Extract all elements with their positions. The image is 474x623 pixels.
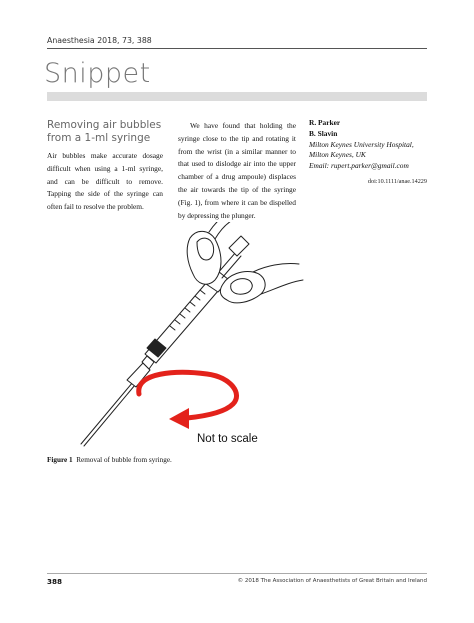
syringe-barrel	[145, 267, 229, 363]
figure-caption	[47, 456, 172, 464]
section-title: Snippet	[44, 58, 151, 89]
affiliation-line-1: Milton Keynes University Hospital,	[309, 139, 414, 149]
doi[interactable]: doi:10.1111/anae.14229	[367, 178, 427, 185]
rotation-arrow	[139, 372, 237, 429]
needle	[81, 382, 135, 446]
journal-info: Anaesthesia 2018, 73, 388	[47, 36, 152, 45]
section-bar	[47, 92, 427, 101]
page-number: 388	[47, 577, 63, 586]
author-block	[309, 118, 427, 172]
copyright-notice: © 2018 The Association of Anaesthetists of Great Britain and Ireland	[237, 578, 427, 584]
figure-annotation: Not to scale	[197, 433, 258, 445]
article-paragraph-1: Air bubbles make accurate dosage difficult when using a 1-ml syringe, and can be difficult to remove. Tapping the side of the syringe can often fail to resolve the problem.	[47, 151, 163, 212]
figure-caption-label: Figure 1	[47, 456, 73, 464]
author-name-1: R. Parker	[309, 118, 341, 127]
article-paragraph-2: We have found that holding the syringe close to the tip and rotating it from the wrist (in a similar manner to that used to dislodge air into the upper chamber of a drug ampoule) displaces the air towards the tip of the syringe (Fig. 1), from where it can be dispelled by depressing the plunger.	[178, 121, 296, 220]
header-rule	[47, 48, 427, 49]
finger-lower	[220, 263, 303, 302]
footer-rule	[47, 573, 427, 574]
author-email[interactable]: Email: rupert.parker@gmail.com	[309, 161, 409, 171]
article-title: Removing air bubbles from a 1-ml syringe	[47, 119, 162, 144]
syringe-figure	[47, 222, 427, 452]
figure-caption-text: Removal of bubble from syringe.	[76, 456, 172, 464]
author-name-2: B. Slavin	[309, 128, 338, 138]
affiliation-line-2: Milton Keynes, UK	[309, 150, 366, 160]
